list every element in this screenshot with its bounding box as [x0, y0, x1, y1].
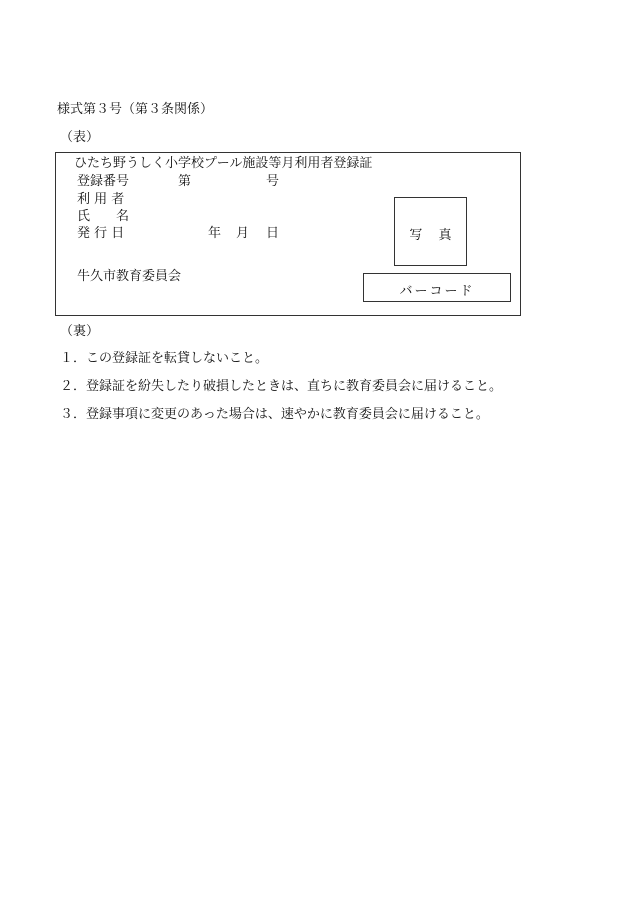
reg-number-suffix: 号	[266, 174, 280, 189]
issuer-name: 牛久市教育委員会	[77, 269, 182, 284]
rule-item-2: ２．登録証を紛失したり破損したときは、直ちに教育委員会に届けること。	[60, 379, 503, 394]
day-label: 日	[266, 226, 280, 241]
reg-number-prefix: 第	[178, 174, 192, 189]
photo-box	[394, 197, 467, 266]
rule-item-3: ３．登録事項に変更のあった場合は、速やかに教育委員会に届けること。	[60, 407, 489, 422]
barcode-box	[363, 273, 511, 302]
issue-date-label: 発 行 日	[77, 226, 125, 241]
year-label: 年	[208, 226, 222, 241]
reg-number-label: 登録番号	[77, 174, 130, 189]
form-header: 様式第３号（第３条関係）	[57, 102, 214, 117]
back-label: （裏）	[60, 324, 100, 339]
name-label: 氏 名	[77, 209, 130, 224]
rule-item-1: １．この登録証を転貸しないこと。	[60, 351, 269, 366]
registration-card	[55, 152, 521, 316]
month-label: 月	[236, 226, 250, 241]
user-label: 利 用 者	[77, 192, 125, 207]
front-label: （表）	[60, 130, 100, 145]
photo-label: 写 真	[409, 228, 458, 243]
card-title: ひたち野うしく小学校プール施設等月利用者登録証	[74, 156, 373, 171]
barcode-label: バーコード	[399, 284, 475, 299]
